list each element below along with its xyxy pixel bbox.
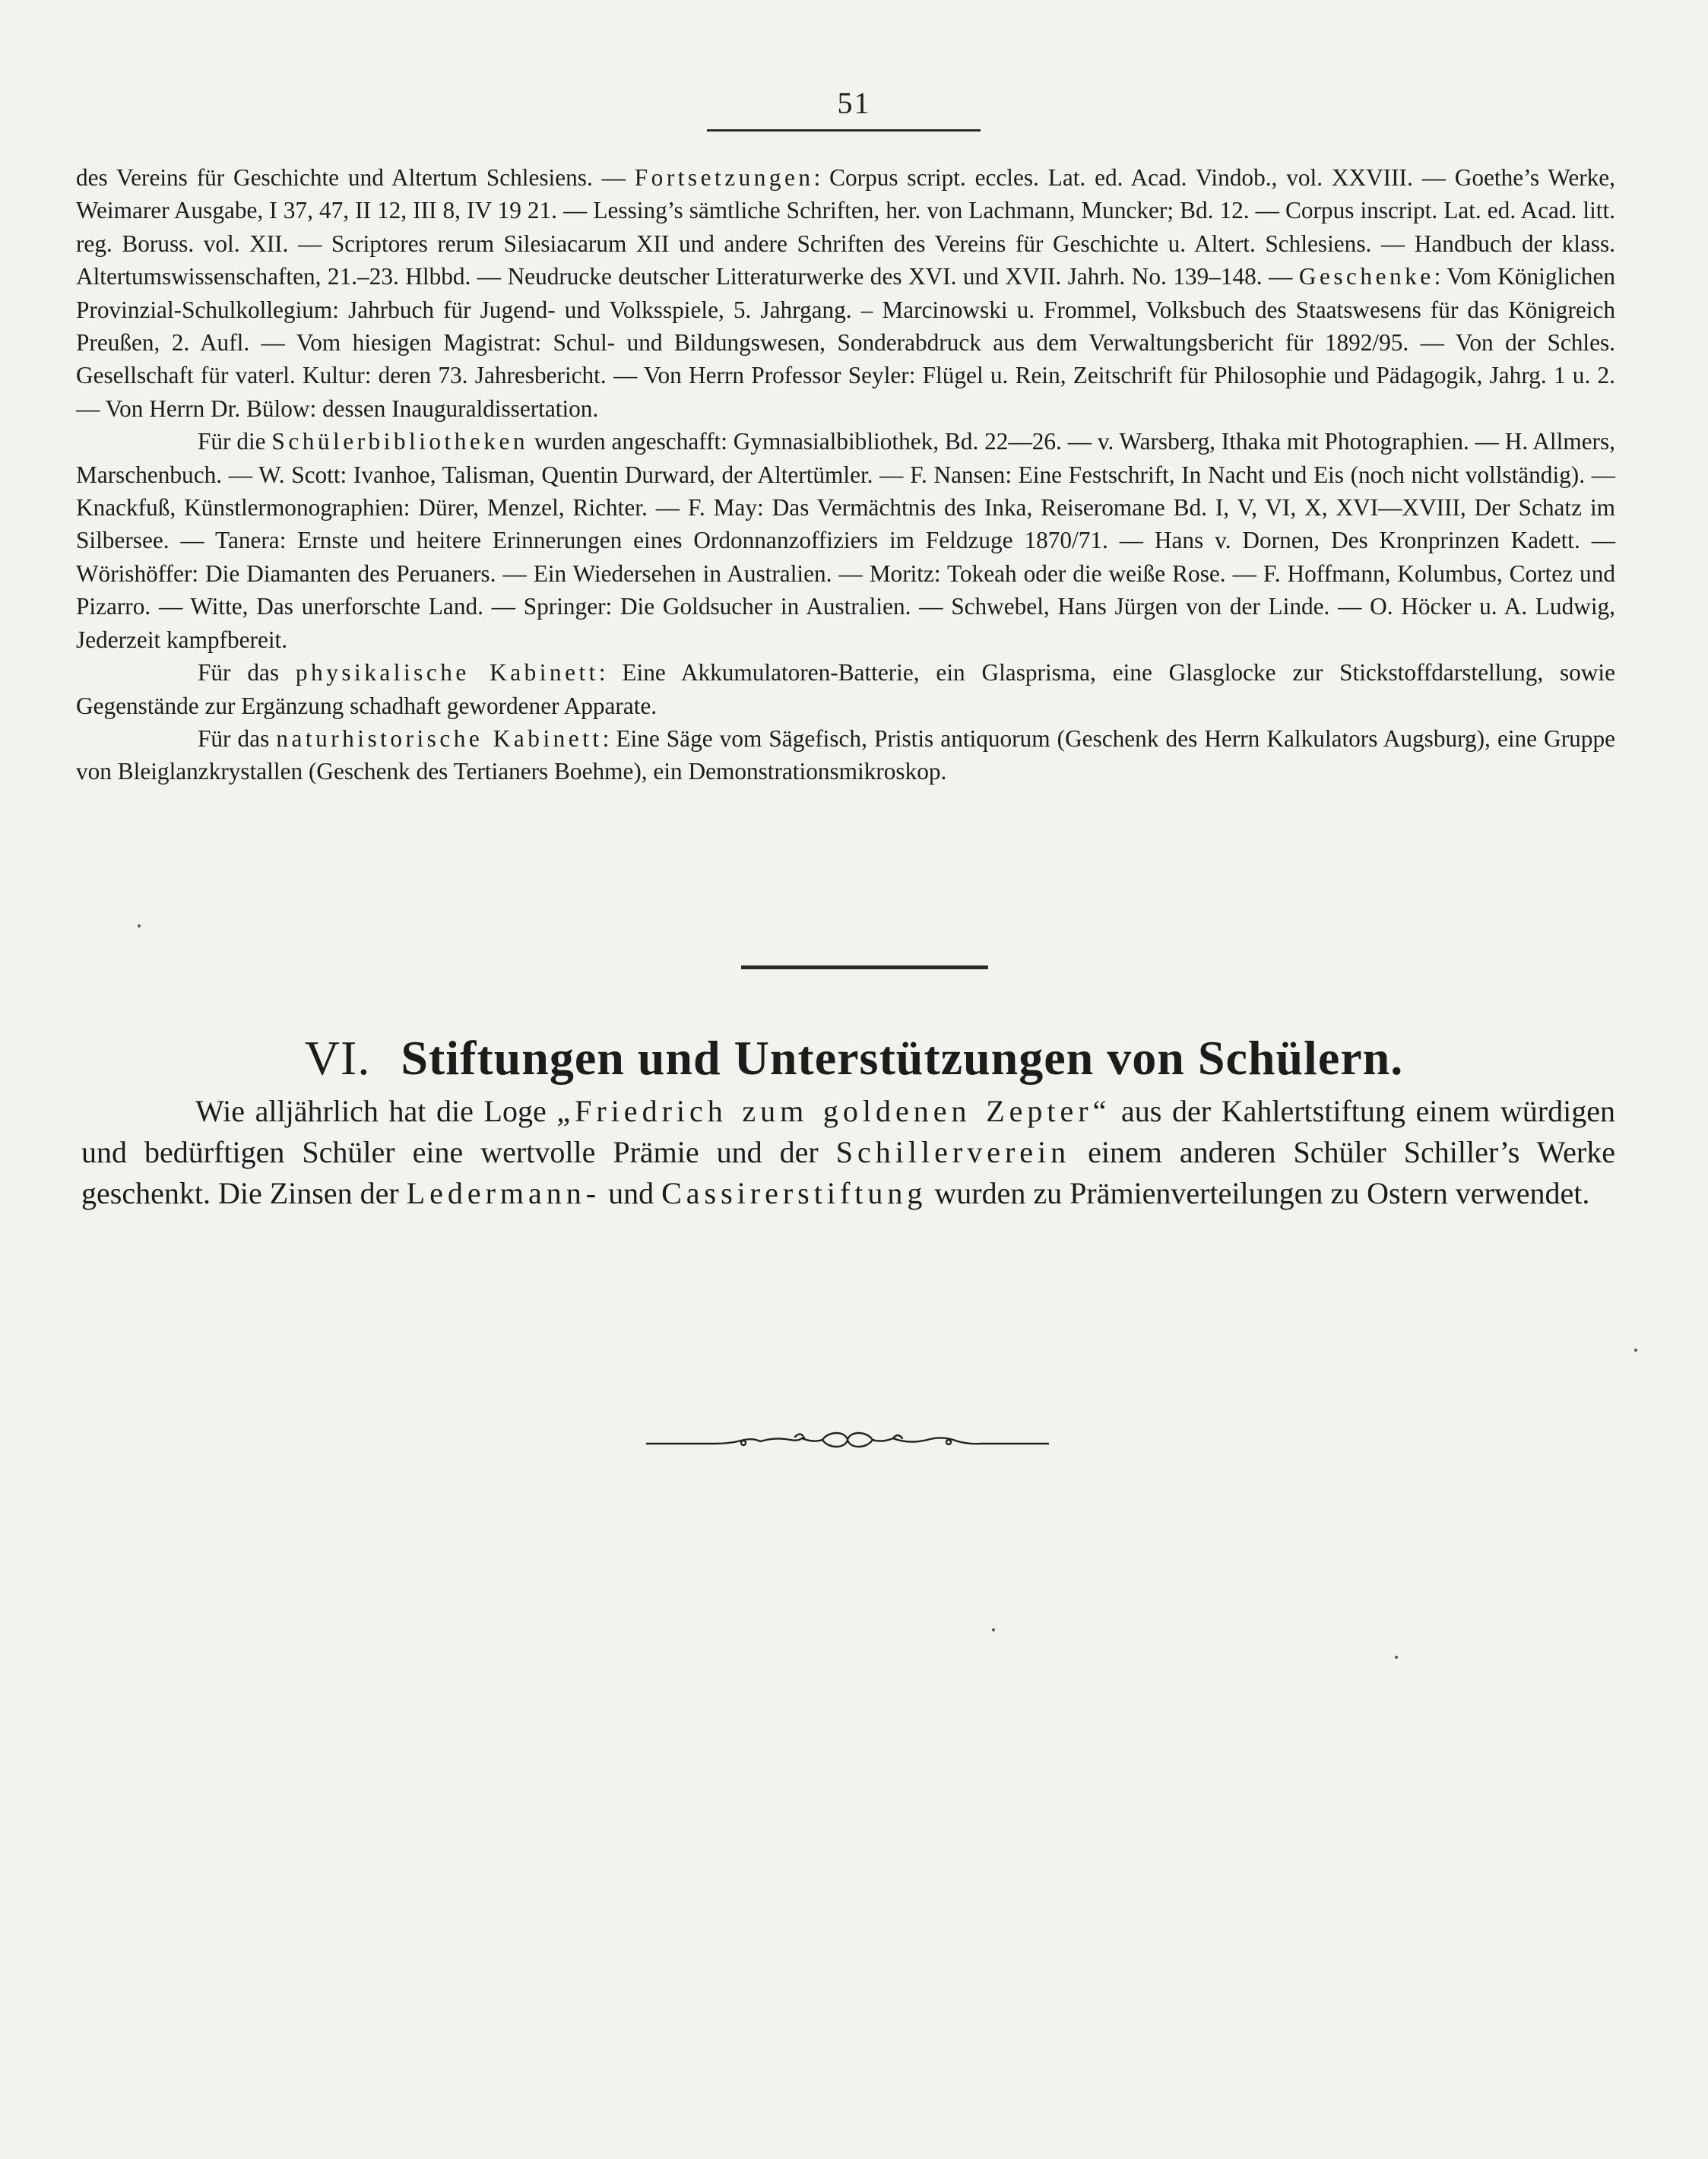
paper-speck xyxy=(1634,1349,1637,1352)
paper-speck xyxy=(1395,1656,1398,1659)
section-divider-rule xyxy=(741,965,988,969)
spaced-name-ledermann: Ledermann- xyxy=(406,1176,601,1210)
text-run: aus der Kahlertstiftung einem würdigen und bedürftigen Schüler eine wertvolle Prämie und der xyxy=(81,1094,1615,1169)
paragraph-natural-history-cabinet xyxy=(76,722,1615,788)
library-acquisitions-text xyxy=(76,161,1615,788)
text-run: : Eine Akkumulatoren-Batterie, ein Glasprisma, eine Glasglocke zur Stickstoffdarstellung, sowie Gegenstände zur Ergänzung schadhaft gewordener Apparate. xyxy=(76,659,1615,719)
spaced-heading-student-libraries: Schülerbibliotheken xyxy=(271,428,528,455)
text-run: : Eine Säge vom Sägefisch, Pristis antiquorum (Geschenk des Herrn Kalkulators Augsburg), eine Gruppe von Bleiglanzkrystallen (Geschenk des Tertianers Boehme), ein Demonstrationsmikroskop. xyxy=(76,724,1615,785)
section-body xyxy=(81,1091,1615,1214)
text-run: einem anderen Schüler Schiller’s Werke geschenkt. Die Zinsen der xyxy=(81,1135,1615,1210)
spaced-heading-natural-history-cabinet: naturhistorische Kabinett xyxy=(276,724,603,752)
paragraph-physics-cabinet xyxy=(76,656,1615,722)
text-run: : Vom Königlichen Provinzial-Schulkollegium: Jahrbuch für Jugend- und Volksspiele, 5. Jahrgang. – Marcinowski u. Frommel, Volksbuch des Staatswesens für das Königreich Preußen, 2. Aufl. — Vom hiesigen Magistrat: Schul- und Bildungswesen, Sonderabdruck aus dem Verwaltungsbericht für 1892/95. — Von der Schles. Gesellschaft für vaterl. Kultur: deren 73. Jahresbericht. — Von Herrn Professor Seyler: Flügel u. Rein, Zeitschrift für Philosophie und Pädagogik, Jahrg. 1 u. 2. — Von Herrn Dr. Bülow: dessen Inauguraldissertation. xyxy=(76,263,1615,422)
text-run: Für die xyxy=(198,428,272,455)
page-number-text: 51 xyxy=(837,86,871,120)
section-numeral: VI. xyxy=(304,1031,371,1085)
paragraph-continuations-gifts xyxy=(76,161,1615,425)
section-paragraph xyxy=(81,1091,1615,1214)
paragraph-student-libraries xyxy=(76,425,1615,656)
text-run: und xyxy=(600,1176,662,1210)
spaced-heading-gifts: Geschenke xyxy=(1298,263,1434,290)
spaced-name-cassirer: Cassirerstiftung xyxy=(661,1176,927,1210)
text-run: des Vereins für Geschichte und Altertum Schlesiens. — xyxy=(76,164,635,191)
text-run: Wie alljährlich hat die Loge xyxy=(195,1094,557,1128)
text-run: : Corpus script. eccles. Lat. ed. Acad. Vindob., vol. XXVIII. — Goethe’s Werke, Weimarer Ausgabe, I 37, 47, II 12, III 8, IV 19 21. — Lessing’s sämtliche Schriften, her. von Lachmann, Muncker; Bd. 12. — Corpus inscript. Lat. ed. Acad. litt. reg. Boruss. vol. XII. — Scriptores rerum Silesiacarum XII und andere Schriften des Vereins für Geschichte u. Altert. Schlesiens. — Handbuch der klass. Altertumswissenschaften, 21.–23. Hlbbd. — Neudrucke deutscher Litteraturwerke des XVI. und XVII. Jahrh. No. 139–148. — xyxy=(76,164,1615,290)
decorative-flourish-icon xyxy=(646,1420,1049,1466)
header-rule xyxy=(707,129,981,132)
text-run: Für das xyxy=(198,724,277,752)
text-run: wurden angeschafft: Gymnasialbibliothek, Bd. 22—26. — v. Warsberg, Ithaka mit Photographien. — H. Allmers, Marschenbuch. — W. Scott: Ivanhoe, Talisman, Quentin Durward, der Altertümler. — F. Nansen: Eine Festschrift, In Nacht und Eis (noch nicht vollständig). — Knackfuß, Künstlermonographien: Dürer, Menzel, Richter. — F. May: Das Vermächtnis des Inka, Reiseromane Bd. I, V, VI, X, XVI—XVIII, Der Schatz im Silbersee. — Tanera: Ernste und heitere Erinnerungen eines Ordonnanzoffiziers im Feldzuge 1870/71. — Hans v. Dornen, Des Kronprinzen Kadett. — Wörishöffer: Die Diamanten des Peruaners. — Ein Wiedersehen in Australien. — Moritz: Tokeah oder die weiße Rose. — F. Hoffmann, Kolumbus, Cortez und Pizarro. — Witte, Das unerforschte Land. — Springer: Die Goldsucher in Australien. — Schwebel, Hans Jürgen von der Linde. — O. Höcker u. A. Ludwig, Jederzeit kampfbereit. xyxy=(76,428,1615,653)
spaced-name-lodge: „Friedrich zum goldenen Zepter“ xyxy=(556,1094,1111,1128)
text-run: wurden zu Prämienverteilungen zu Ostern verwendet. xyxy=(927,1176,1590,1210)
spaced-heading-physics-cabinet: physikalische Kabinett xyxy=(295,659,599,686)
paper-speck xyxy=(138,924,141,927)
text-run: Für das xyxy=(198,659,296,686)
paper-speck xyxy=(992,1628,995,1631)
spaced-name-schillerverein: Schillerverein xyxy=(835,1135,1071,1169)
spaced-heading-continuations: Fortsetzungen xyxy=(634,164,814,191)
section-heading xyxy=(0,1030,1708,1086)
section-title: Stiftungen und Unterstützungen von Schülern. xyxy=(401,1031,1404,1085)
page-number xyxy=(0,85,1708,121)
